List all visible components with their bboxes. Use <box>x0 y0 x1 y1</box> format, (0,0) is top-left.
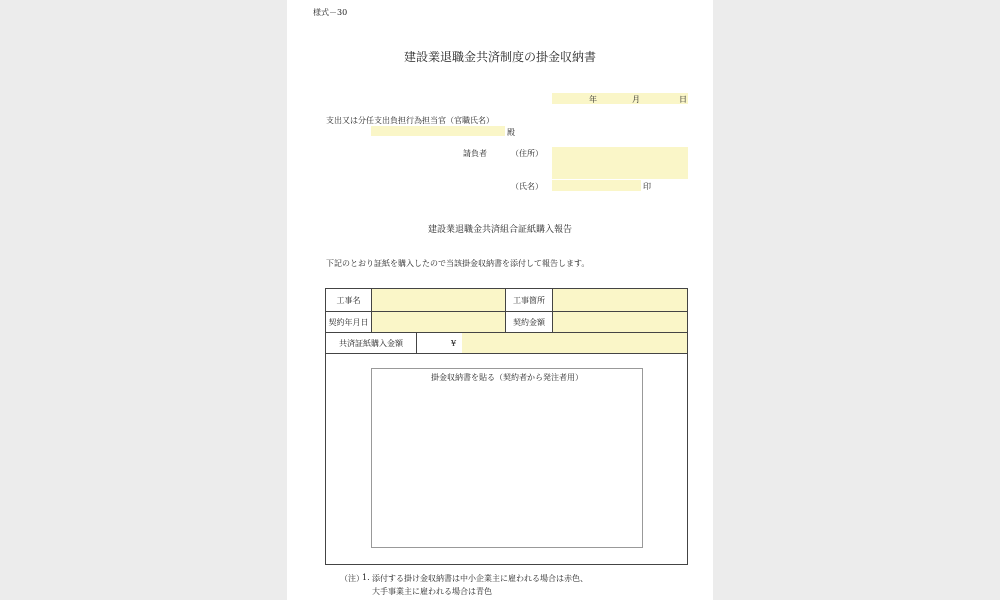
form-number: 様式－30 <box>313 8 348 17</box>
subtitle: 建設業退職金共済組合証紙購入報告 <box>427 225 572 235</box>
work-name-field[interactable] <box>371 288 506 312</box>
note-line-1: 添付する掛け金収納書は中小企業主に雇われる場合は赤色、 <box>372 574 588 583</box>
contract-amount-field[interactable] <box>552 311 688 333</box>
stamp-amount-field[interactable] <box>462 333 687 353</box>
yen-sign: ¥ <box>451 338 457 348</box>
receipt-attach-caption: 掛金収納書を貼る（契約者から発注者用） <box>431 373 583 382</box>
addressee-field[interactable] <box>371 126 505 136</box>
receipt-attach-area <box>371 368 643 548</box>
contract-amount-label: 契約金額 <box>505 311 553 333</box>
contract-date-field[interactable] <box>371 311 506 333</box>
statement: 下記のとおり証紙を購入したので当該掛金収納書を添付して報告します。 <box>326 259 590 268</box>
name-field[interactable] <box>552 180 641 191</box>
work-location-field[interactable] <box>552 288 688 312</box>
contractor-label: 請負者 <box>463 149 487 158</box>
name-label: （氏名） <box>511 182 543 191</box>
note-prefix: （注） <box>340 574 364 583</box>
address-field[interactable] <box>552 147 688 179</box>
month-label: 月 <box>632 95 640 104</box>
document-page <box>287 0 713 600</box>
seal-label: 印 <box>643 182 651 191</box>
day-label: 日 <box>679 95 687 104</box>
year-label: 年 <box>589 95 597 104</box>
note-line-2: 大手事業主に雇われる場合は青色 <box>372 587 492 596</box>
note-number: 1. <box>362 573 370 582</box>
work-location-label: 工事箇所 <box>505 288 553 312</box>
contract-date-label: 契約年月日 <box>325 311 372 333</box>
work-name-label: 工事名 <box>325 288 372 312</box>
address-label: （住所） <box>511 149 543 158</box>
stamp-amount-cell <box>416 332 688 354</box>
stamp-amount-label: 共済証紙購入金額 <box>325 332 417 354</box>
honorific: 殿 <box>507 128 515 137</box>
addressee-label: 支出又は分任支出負担行為担当官（官職氏名） <box>326 116 494 125</box>
document-title: 建設業退職金共済制度の掛金収納書 <box>403 50 596 64</box>
date-field[interactable] <box>552 93 688 104</box>
